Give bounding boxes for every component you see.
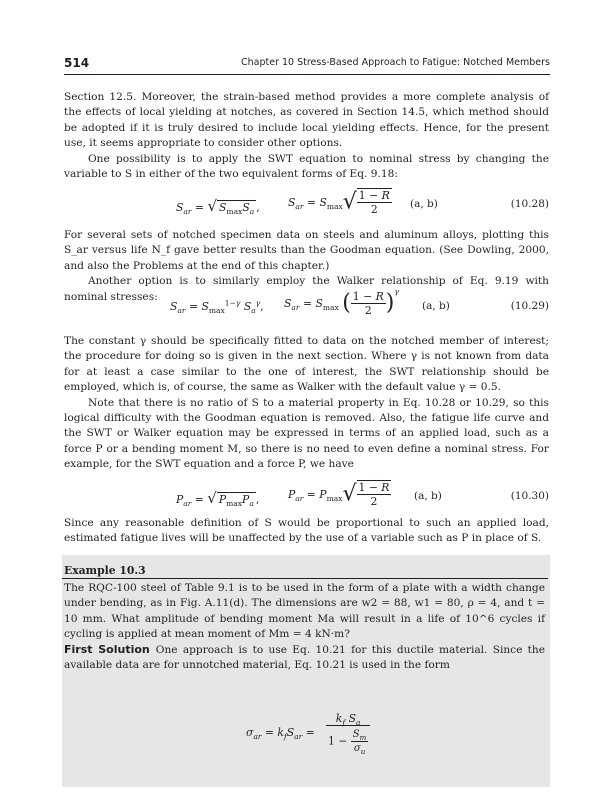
example-problem-text: The RQC-100 steel of Table 9.1 is to be used in the form of a plate with a width change under bending, as in Fig. A.11(d). The dimensions are w2 = 88, w1 = 80, ρ = 4, and t = 10 mm. What amplitude of bending moment Ma will result in a life of 10^6 cycles if cycling is applied at mean moment of Mm = 4 kN·m?	[64, 582, 545, 641]
equation-10-28	[64, 188, 549, 222]
equation-10-30-label: (a, b)	[414, 490, 442, 502]
equation-10-28a: $S_{ar}$ = √ $S_{max}S_a$ ,	[176, 197, 260, 217]
running-header	[64, 54, 550, 75]
solution-heading: First Solution	[64, 643, 150, 656]
equation-10-29b: $S_{ar} = S_{max}$ ( $\frac{1 - R}{2}$ )$^\gamma$	[284, 287, 399, 317]
example-problem	[64, 581, 545, 643]
paragraph-5-text: The constant γ should be specifically fitted to data on the notched member of interest; the procedure for doing so is given in the next section. Where γ is not known from data for at least a case similar to the one of interest, the SWT relationship should be employed, which is, of course, the same as Walker with the default value γ = 0.5.	[64, 335, 549, 394]
paragraph-7	[64, 516, 549, 547]
equation-sigma-ar-rhs: $k_f$ $S_a$ 1 − $\frac{S_m}{\sigma_u}$	[326, 712, 370, 755]
paragraph-4-text: Another option is to similarly employ the Walker relationship of Eq. 9.19 with nominal stresses:	[64, 275, 549, 303]
equation-sigma-ar-lhs: $\sigma_{ar} = k_fS_{ar}$ =	[246, 726, 315, 742]
equation-sigma-ar	[64, 712, 549, 774]
equation-10-30-number: (10.30)	[510, 490, 549, 502]
paragraph-1-text: Section 12.5. Moreover, the strain-based method provides a more complete analysis of the effects of local yielding at notches, as covered in Section 14.5, which method should be adopted if it is truly desired to include local yielding effects. Hence, for the present use, it seems appropriate to consider other options.	[64, 91, 549, 150]
chapter-title: Chapter 10 Stress-Based Approach to Fatigue: Notched Members	[241, 57, 550, 68]
example-title: Example 10.3	[62, 564, 548, 579]
example-solution	[64, 642, 545, 674]
equation-10-30a: $P_{ar}$ = √ $P_{max}P_a$ ,	[176, 489, 260, 509]
paragraph-6-text: Note that there is no ratio of S to a material property in Eq. 10.28 or 10.29, so this logical difficulty with the Goodman equation is removed. Also, the fatigue life curve and the SWT or Walker equation may be expressed in terms of an applied load, such as a force P or a bending moment M, so there is no need to even define a nominal stress. For example, for the SWT equation and a force P, we have	[64, 396, 549, 471]
solution-text: One approach is to use Eq. 10.21 for this ductile material. Since the available data are for unnotched material, Eq. 10.21 is used in the form	[64, 644, 546, 672]
equation-10-28-number: (10.28)	[510, 198, 549, 210]
paragraph-1	[64, 90, 549, 182]
equation-10-29-number: (10.29)	[510, 300, 549, 312]
page-number: 514	[64, 56, 90, 70]
equation-10-29-label: (a, b)	[422, 300, 450, 312]
equation-10-29a: $S_{ar} = S_{max}^{1-\gamma}$ $S_a^\gamma$,	[170, 298, 264, 316]
paragraph-7-text: Since any reasonable definition of S would be proportional to such an applied load, estimated fatigue lives will be unaffected by the use of a variable such as P in place of S.	[64, 517, 549, 545]
paragraph-5	[64, 334, 549, 473]
equation-10-28b: $S_{ar} = S_{max}√$ $\frac{1 - R}{2}$	[288, 189, 390, 216]
paragraph-2-text: One possibility is to apply the SWT equation to nominal stress by changing the variable to S in either of the two equivalent forms of Eq. 9.18:	[64, 152, 549, 181]
equation-10-30	[64, 480, 549, 514]
equation-10-28-label: (a, b)	[410, 198, 438, 210]
paragraph-3-text: For several sets of notched specimen data on steels and aluminum alloys, plotting this S_ar versus life N_f gave better results than the Goodman equation. (See Dowling, 2000, and also the Problems at the end of this chapter.)	[64, 229, 549, 272]
equation-10-30b: $P_{ar} = P_{max}√$ $\frac{1 - R}{2}$	[288, 481, 390, 508]
